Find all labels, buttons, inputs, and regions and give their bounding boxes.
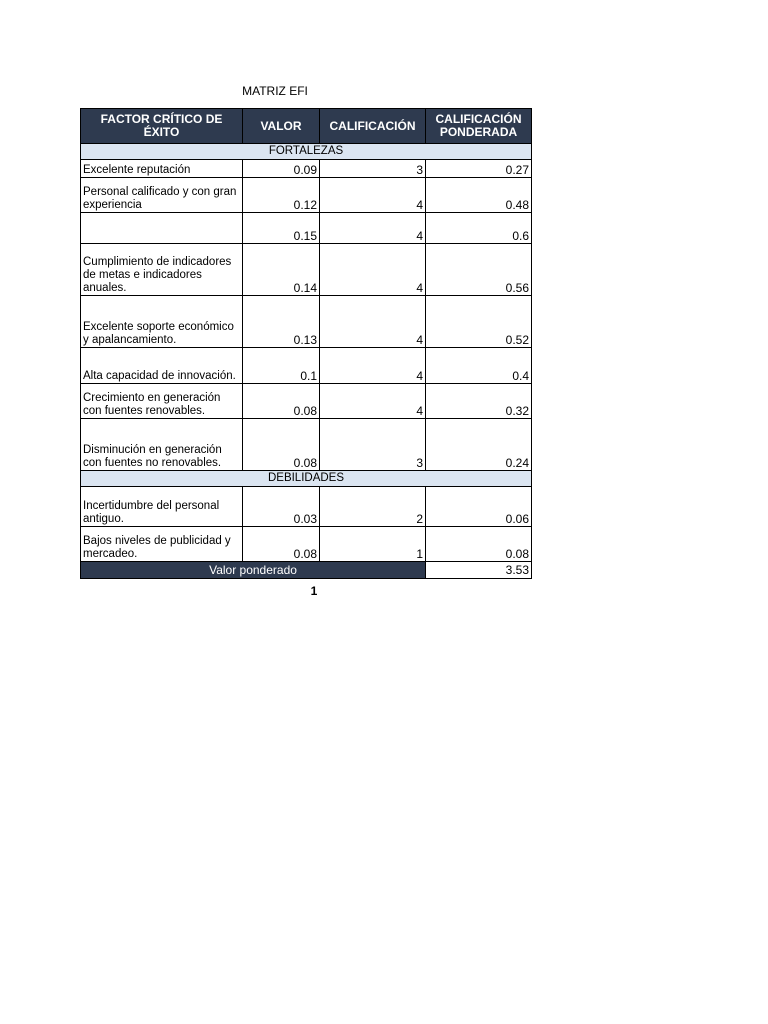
- valor-cell: 0.14: [243, 244, 320, 296]
- table-row: [81, 384, 532, 419]
- factor-cell: Disminución en generación con fuentes no renovables.: [81, 419, 243, 471]
- calificacion-cell: 3: [320, 160, 426, 178]
- calificacion-cell: 4: [320, 244, 426, 296]
- ponderada-cell: 0.6: [426, 213, 532, 244]
- calificacion-cell: 4: [320, 348, 426, 384]
- table-row: [81, 419, 532, 471]
- valor-cell: 0.15: [243, 213, 320, 244]
- factor-cell: [81, 213, 243, 244]
- factor-cell: Excelente soporte económico y apalancamiento.: [81, 296, 243, 348]
- header-ponderada-line2: PONDERADA: [439, 125, 518, 139]
- calificacion-cell: 4: [320, 296, 426, 348]
- ponderada-cell: 0.4: [426, 348, 532, 384]
- ponderada-cell: 0.48: [426, 178, 532, 213]
- ponderada-cell: 0.27: [426, 160, 532, 178]
- total-row: [81, 562, 532, 579]
- table-row: [81, 527, 532, 562]
- ponderada-cell: 0.06: [426, 487, 532, 527]
- page-number: 1: [310, 584, 318, 598]
- ponderada-cell: 0.08: [426, 527, 532, 562]
- efi-matrix-table: [80, 108, 532, 579]
- factor-cell: Crecimiento en generación con fuentes renovables.: [81, 384, 243, 419]
- section-row-debilidades: [81, 471, 532, 487]
- header-ponderada-line1: CALIFICACIÓN: [435, 112, 522, 126]
- section-fortalezas: FORTALEZAS: [81, 144, 532, 160]
- calificacion-cell: 1: [320, 527, 426, 562]
- factor-cell: Excelente reputación: [81, 160, 243, 178]
- valor-cell: 0.09: [243, 160, 320, 178]
- header-factor: FACTOR CRÍTICO DE ÉXITO: [81, 109, 243, 144]
- table-row: [81, 160, 532, 178]
- total-value: 3.53: [426, 562, 532, 579]
- ponderada-cell: 0.32: [426, 384, 532, 419]
- header-calificacion: CALIFICACIÓN: [320, 109, 426, 144]
- table-row: [81, 348, 532, 384]
- valor-cell: 0.08: [243, 419, 320, 471]
- total-label: Valor ponderado: [81, 562, 426, 579]
- calificacion-cell: 4: [320, 384, 426, 419]
- header-row: [81, 109, 532, 144]
- valor-cell: 0.08: [243, 527, 320, 562]
- table-row: [81, 213, 532, 244]
- valor-cell: 0.1: [243, 348, 320, 384]
- ponderada-cell: 0.52: [426, 296, 532, 348]
- calificacion-cell: 3: [320, 419, 426, 471]
- valor-cell: 0.13: [243, 296, 320, 348]
- header-valor: VALOR: [243, 109, 320, 144]
- table-row: [81, 487, 532, 527]
- section-row-fortalezas: [81, 144, 532, 160]
- page-title: MATRIZ EFI: [242, 84, 308, 98]
- ponderada-cell: 0.24: [426, 419, 532, 471]
- factor-cell: Alta capacidad de innovación.: [81, 348, 243, 384]
- factor-cell: Incertidumbre del personal antiguo.: [81, 487, 243, 527]
- section-debilidades: DEBILIDADES: [81, 471, 532, 487]
- factor-cell: Personal calificado y con gran experiencia: [81, 178, 243, 213]
- factor-cell: Bajos niveles de publicidad y mercadeo.: [81, 527, 243, 562]
- table-row: [81, 178, 532, 213]
- valor-cell: 0.12: [243, 178, 320, 213]
- calificacion-cell: 4: [320, 178, 426, 213]
- factor-cell: Cumplimiento de indicadores de metas e indicadores anuales.: [81, 244, 243, 296]
- valor-cell: 0.08: [243, 384, 320, 419]
- calificacion-cell: 2: [320, 487, 426, 527]
- calificacion-cell: 4: [320, 213, 426, 244]
- header-calificacion-ponderada: [426, 109, 532, 144]
- table-row: [81, 296, 532, 348]
- table-row: [81, 244, 532, 296]
- ponderada-cell: 0.56: [426, 244, 532, 296]
- valor-cell: 0.03: [243, 487, 320, 527]
